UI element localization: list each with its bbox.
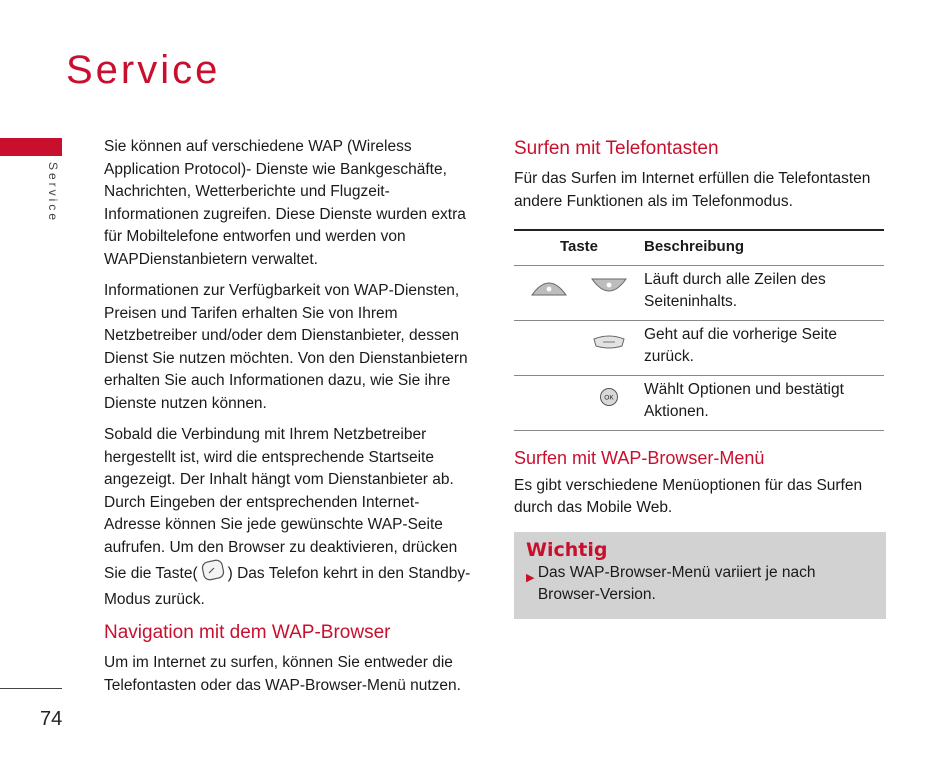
key-column-header: Taste (514, 230, 644, 265)
footer-rule (0, 688, 62, 689)
browser-menu-heading: Surfen mit WAP-Browser-Menü (514, 447, 765, 468)
side-accent-bar (0, 138, 62, 156)
key-cell (514, 320, 644, 375)
navigation-paragraph: Um im Internet zu surfen, können Sie entweder die Telefontasten oder das WAP-Browser-Menü nutzen. (104, 654, 461, 694)
connection-text-start: Sobald die Verbindung mit Ihrem Netzbetreiber hergestellt ist, wird die entsprechende Startseite angezeigt. Der Inhalt hängt vom Dienstanbieter ab. Durch Eingeben der entsprechenden Internet-Adresse können Sie jede gewünschte WAP-Seite aufrufen. Um den Browser zu deaktivieren, drücken Sie die Taste( (104, 426, 458, 582)
left-column (104, 136, 476, 706)
important-note-title: Wichtig (526, 538, 608, 561)
important-note-box (514, 532, 886, 619)
important-note-item (526, 562, 876, 607)
table-row (514, 265, 884, 320)
navigation-heading: Navigation mit dem WAP-Browser (104, 622, 391, 643)
right-column (514, 136, 886, 619)
end-key-icon (200, 559, 226, 589)
key-table (514, 229, 884, 431)
availability-paragraph: Informationen zur Verfügbarkeit von WAP-Diensten, Preisen und Tarifen erhalten Sie von Ihrem Netzbetreiber und/oder dem Dienstanbieter, dessen Dienst Sie nutzen möchten. Von den Dienstanbietern erhalten Sie auch Informationen dazu, wie Sie ihre Dienste nutzen können. (104, 282, 468, 412)
ok-key-label: OK (604, 394, 614, 402)
important-note-text: Das WAP-Browser-Menü variiert je nach Browser-Version. (537, 563, 816, 603)
bullet-arrow-icon: ▶ (526, 571, 535, 584)
description-cell: Wählt Optionen und bestätigt Aktionen. (644, 375, 884, 430)
description-column-header: Beschreibung (644, 230, 884, 265)
key-cell (514, 265, 644, 320)
description-cell: Geht auf die vorherige Seite zurück. (644, 320, 884, 375)
side-section-label: Service (46, 162, 60, 224)
page-number: 74 (40, 708, 63, 730)
soft-key-icon (532, 334, 626, 358)
key-cell (514, 375, 644, 430)
page-title: Service (66, 48, 221, 92)
table-row (514, 320, 884, 375)
intro-paragraph: Sie können auf verschiedene WAP (Wireless Application Protocol)- Dienste wie Bankgeschäfte, Nachrichten, Wetterberichte und Flugzeit-Informationen zugreifen. Diese Dienste wurden extra für Mobiltelefone entworfen und werden von WAPDienstanbietern verwaltet. (104, 138, 466, 268)
description-cell: Läuft durch alle Zeilen des Seiteninhalts. (644, 265, 884, 320)
surf-keys-paragraph: Für das Surfen im Internet erfüllen die Telefontasten andere Funktionen als im Telefonmodus. (514, 170, 871, 210)
surf-keys-heading: Surfen mit Telefontasten (514, 138, 719, 159)
ok-key-icon (539, 387, 619, 415)
connection-text-end: ) Das Telefon kehrt in den Standby-Modus zurück. (104, 564, 471, 608)
up-key-icon (530, 277, 568, 305)
down-key-icon (590, 277, 628, 305)
browser-menu-paragraph: Es gibt verschiedene Menüoptionen für das Surfen durch das Mobile Web. (514, 476, 863, 516)
table-row (514, 375, 884, 430)
connection-paragraph (104, 424, 476, 611)
